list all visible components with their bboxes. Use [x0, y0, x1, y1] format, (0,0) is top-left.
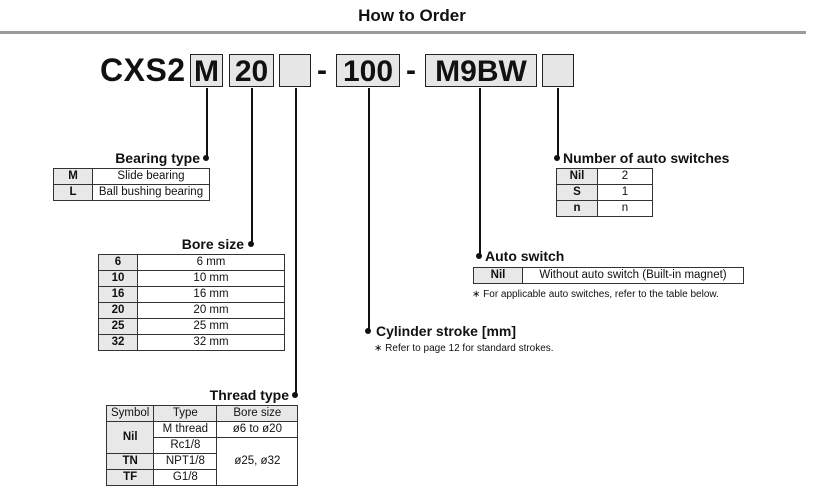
- table-row: [557, 169, 653, 185]
- count-desc: 1: [598, 185, 653, 201]
- bore-desc: 6 mm: [138, 255, 285, 271]
- table-row: [474, 268, 744, 284]
- bore-code: 25: [99, 319, 138, 335]
- bearing-code: L: [54, 185, 93, 201]
- bore-desc: 25 mm: [138, 319, 285, 335]
- bore-code: 20: [99, 303, 138, 319]
- code-box-bearing: M: [190, 54, 223, 87]
- table-row: [54, 185, 210, 201]
- bore-code: 32: [99, 335, 138, 351]
- thread-type: NPT1/8: [154, 454, 217, 470]
- code-box-switch: M9BW: [425, 54, 537, 87]
- count-code: n: [557, 201, 598, 217]
- leader-thread: [295, 88, 297, 395]
- code-dash-2: -: [406, 54, 416, 87]
- code-box-count: [542, 54, 574, 87]
- page-title: How to Order: [358, 6, 466, 25]
- thread-bore: ø25, ø32: [217, 438, 298, 486]
- thread-symbol: TF: [107, 470, 154, 486]
- table-row: [557, 185, 653, 201]
- thread-type: Rc1/8: [154, 438, 217, 454]
- leader-dot-thread: [292, 392, 298, 398]
- leader-switch: [479, 88, 481, 256]
- count-code: Nil: [557, 169, 598, 185]
- table-row: [557, 201, 653, 217]
- model-prefix: CXS2: [100, 52, 186, 88]
- num-switches-table: [556, 168, 653, 217]
- code-dash-1: -: [317, 54, 327, 87]
- bore-desc: 32 mm: [138, 335, 285, 351]
- bearing-code: M: [54, 169, 93, 185]
- bearing-type-heading: Bearing type: [115, 150, 200, 166]
- thread-symbol: TN: [107, 454, 154, 470]
- leader-dot-stroke: [365, 328, 371, 334]
- bore-desc: 10 mm: [138, 271, 285, 287]
- bore-desc: 16 mm: [138, 287, 285, 303]
- bore-code: 16: [99, 287, 138, 303]
- table-row: [99, 271, 285, 287]
- auto-switch-note: ∗ For applicable auto switches, refer to the table below.: [472, 289, 719, 300]
- bore-desc: 20 mm: [138, 303, 285, 319]
- bore-code: 6: [99, 255, 138, 271]
- switch-code: Nil: [474, 268, 523, 284]
- thread-type-heading: Thread type: [209, 387, 289, 403]
- table-row: [99, 319, 285, 335]
- cylinder-stroke-heading: Cylinder stroke [mm]: [376, 323, 517, 339]
- auto-switch-heading: Auto switch: [485, 248, 565, 264]
- code-box-bore: 20: [229, 54, 274, 87]
- table-row: [99, 303, 285, 319]
- auto-switch-table: [473, 267, 744, 284]
- thread-symbol: Nil: [107, 422, 154, 454]
- thread-header-type: Type: [154, 406, 217, 422]
- switch-desc: Without auto switch (Built-in magnet): [523, 268, 744, 284]
- count-code: S: [557, 185, 598, 201]
- thread-bore: ø6 to ø20: [217, 422, 298, 438]
- title-rule: [0, 31, 806, 34]
- leader-dot-bearing: [203, 155, 209, 161]
- leader-dot-count: [554, 155, 560, 161]
- bearing-desc: Ball bushing bearing: [93, 185, 210, 201]
- count-desc: 2: [598, 169, 653, 185]
- leader-bearing: [206, 88, 208, 158]
- cylinder-stroke-note: ∗ Refer to page 12 for standard strokes.: [374, 343, 554, 354]
- table-row: [107, 422, 298, 438]
- table-row: [99, 255, 285, 271]
- count-desc: n: [598, 201, 653, 217]
- leader-bore: [251, 88, 253, 244]
- bearing-type-table: [53, 168, 210, 201]
- thread-header-bore: Bore size: [217, 406, 298, 422]
- table-row: [107, 406, 298, 422]
- leader-dot-switch: [476, 253, 482, 259]
- table-row: [99, 335, 285, 351]
- thread-type-table: [106, 405, 298, 486]
- table-row: [99, 287, 285, 303]
- bore-size-heading: Bore size: [181, 236, 244, 252]
- bearing-desc: Slide bearing: [93, 169, 210, 185]
- code-box-stroke: 100: [336, 54, 400, 87]
- code-box-thread: [279, 54, 311, 87]
- leader-dot-bore: [248, 241, 254, 247]
- leader-stroke: [368, 88, 370, 331]
- thread-type: M thread: [154, 422, 217, 438]
- bore-code: 10: [99, 271, 138, 287]
- bore-size-table: [98, 254, 285, 351]
- thread-type: G1/8: [154, 470, 217, 486]
- thread-header-symbol: Symbol: [107, 406, 154, 422]
- table-row: [54, 169, 210, 185]
- leader-count: [557, 88, 559, 158]
- num-switches-heading: Number of auto switches: [563, 150, 730, 166]
